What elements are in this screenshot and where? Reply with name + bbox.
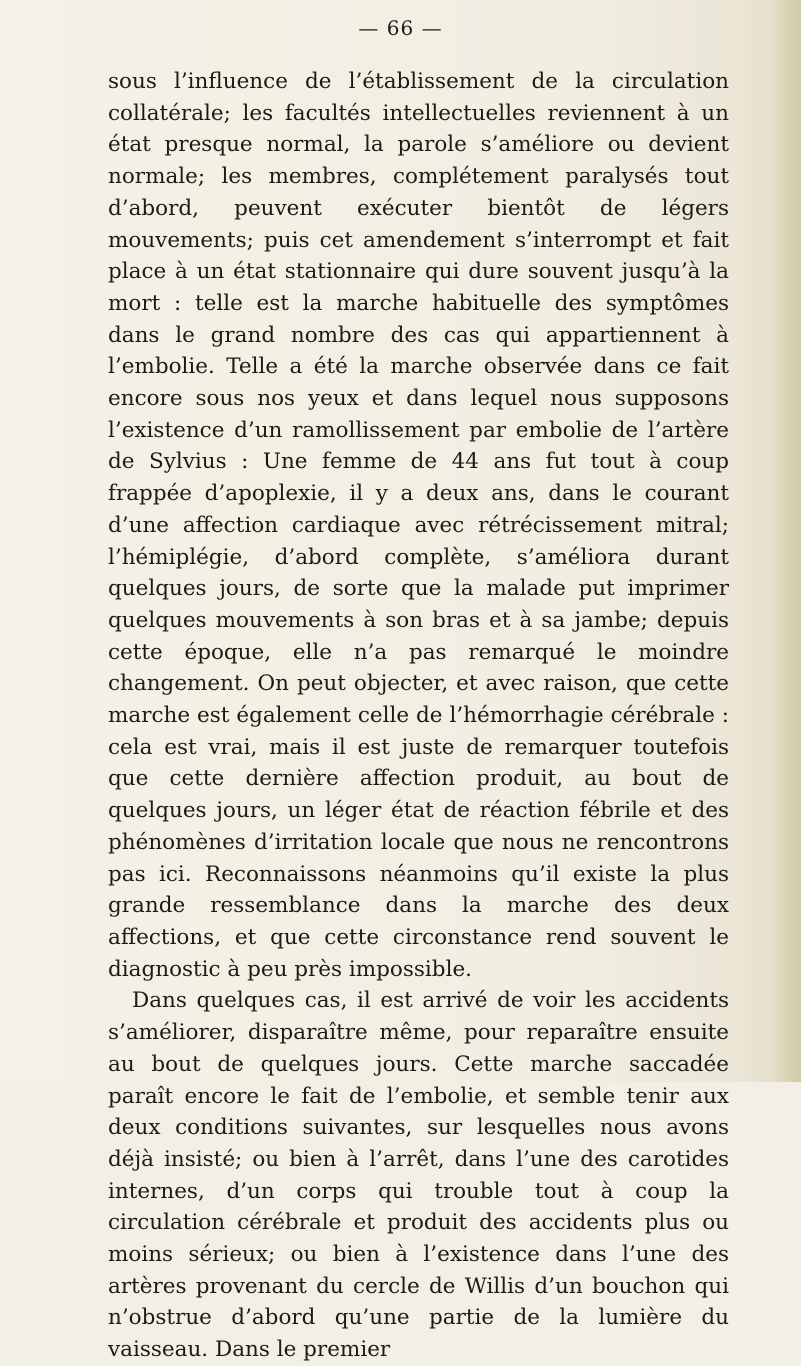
- paragraph-2: Dans quelques cas, il est arrivé de voir les accidents s’améliorer, disparaître même, pour reparaître ensuite au bout de quelques jours. Cette marche saccadée paraît encore le fait de l’embolie, et semble tenir aux deux conditions suivantes, sur lesquelles nous avons déjà insisté; ou bien à l’arrêt, dans l’une des carotides internes, d’un corps qui trouble tout à coup la circulation cérébrale et produit des accidents plus ou moins sérieux; ou bien à l’existence dans l’une des artères provenant du cercle de Willis d’un bouchon qui n’obstrue d’abord qu’une partie de la lumière du vaisseau. Dans le premier: [108, 988, 729, 1363]
- body-text: [108, 66, 729, 1366]
- page-edge-shadow: [773, 0, 801, 1082]
- paragraph-1: sous l’influence de l’établissement de la circulation collatérale; les facultés intellectuelles reviennent à un état presque normal, la parole s’améliore ou devient normale; les membres, complétement paralysés tout d’abord, peuvent exécuter bientôt de légers mouvements; puis cet amendement s’interrompt et fait place à un état stationnaire qui dure souvent jusqu’à la mort : telle est la marche habituelle des symptômes dans le grand nombre des cas qui appartiennent à l’embolie. Telle a été la marche observée dans ce fait encore sous nos yeux et dans lequel nous supposons l’existence d’un ramollissement par embolie de l’artère de Sylvius : Une femme de 44 ans fut tout à coup frappée d’apoplexie, il y a deux ans, dans le courant d’une affection cardiaque avec rétrécissement mitral; l’hémiplégie, d’abord complète, s’améliora durant quelques jours, de sorte que la malade put imprimer quelques mouvements à son bras et à sa jambe; depuis cette époque, elle n’a pas remarqué le moindre changement. On peut objecter, et avec raison, que cette marche est également celle de l’hémorrhagie cérébrale : cela est vrai, mais il est juste de remarquer toutefois que cette dernière affection produit, au bout de quelques jours, un léger état de réaction fébrile et des phénomènes d’irritation locale que nous ne rencontrons pas ici. Reconnaissons néanmoins qu’il existe la plus grande ressemblance dans la marche des deux affections, et que cette circonstance rend souvent le diagnostic à peu près impossible.: [108, 69, 729, 982]
- page-number: — 66 —: [358, 16, 443, 40]
